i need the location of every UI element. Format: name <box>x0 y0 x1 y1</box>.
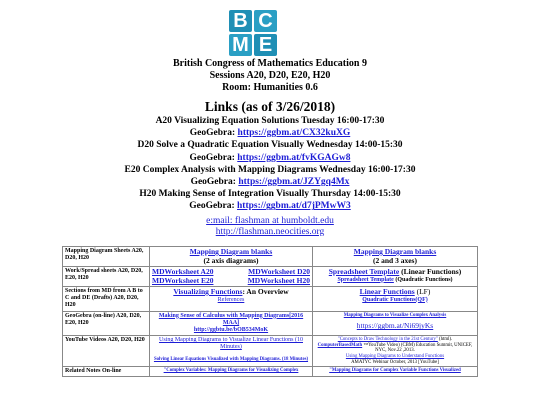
logo-tile: E <box>254 34 277 56</box>
email-link[interactable]: e:mail: flashman at humboldt.edu <box>206 216 334 226</box>
cell-text: (LF) <box>414 287 431 296</box>
concepts-link[interactable]: "Concepts to Draw Technology in the 21st Century" <box>337 337 438 343</box>
geogebra-link[interactable]: https://ggbm.at/JZYgq4Mx <box>238 177 350 188</box>
conference-name: British Congress of Mathematics Education 9 <box>173 58 367 69</box>
sessions-block <box>0 115 540 213</box>
row-label: YouTube Videos A20, D20, H20 <box>63 336 150 367</box>
geogebra-label: GeoGebra: <box>189 201 237 212</box>
session-title: E20 Complex Analysis with Mapping Diagrams Wednesday 16:00-17:30 <box>124 164 416 175</box>
cell-text: (Quadratic Functions) <box>393 276 453 283</box>
table-row <box>63 267 478 287</box>
session-geogebra <box>0 176 540 188</box>
cell-text: (2 and 3 axes) <box>373 255 417 265</box>
resources-table <box>62 246 478 377</box>
notes-link[interactable]: "Mapping Diagrams for Complex Variable Functions Visualized <box>329 368 461 374</box>
room: Room: Humanities 0.6 <box>222 82 318 93</box>
geogebra-book-link[interactable]: Mapping Diagrams to Visualize Complex Analysis <box>343 312 447 318</box>
links-title: Links (as of 3/26/2018) <box>204 99 336 114</box>
table-cell <box>313 367 478 377</box>
geogebra-label: GeoGebra: <box>190 177 239 188</box>
cbm-link[interactable]: ComputerBasedMath <box>317 342 363 348</box>
geogebra-url-link[interactable]: http://ggbtu.be/bOB534MoK <box>193 327 269 334</box>
table-cell <box>313 311 478 336</box>
visualizing-functions-link[interactable]: Visualizing Functions <box>173 287 243 296</box>
table-row <box>63 367 478 377</box>
table-cell <box>150 336 313 367</box>
table-cell <box>150 267 313 287</box>
table-cell <box>313 336 478 367</box>
amatyc-link[interactable]: Using Mapping Diagrams to Understand Functions <box>345 354 445 359</box>
session-title: A20 Visualizing Equation Solutions Tuesday 16:00-17:30 <box>155 116 385 126</box>
geogebra-link[interactable]: https://ggbm.at/CX32kuXG <box>237 128 351 139</box>
session-geogebra <box>0 152 540 164</box>
conference-header <box>0 58 540 94</box>
table-cell <box>150 247 313 267</box>
notes-link[interactable]: "Complex Variables: Mapping Diagrams for Visualizing Complex <box>163 368 299 374</box>
session-geogebra <box>0 200 540 212</box>
linear-functions-link[interactable]: Linear Functions <box>359 287 415 296</box>
geogebra-book-link[interactable]: Making Sense of Calculus with Mapping Diagrams[2016 MAA] <box>158 312 304 326</box>
quadratic-functions-link[interactable]: Quadratic Functions(QF) <box>362 296 428 303</box>
worksheet-link[interactable]: MDWorksheet H20 <box>247 275 310 285</box>
session-list: Sessions A20, D20, E20, H20 <box>209 70 331 81</box>
table-row <box>63 311 478 336</box>
geogebra-label: GeoGebra: <box>189 152 238 163</box>
logo-tile: C <box>254 10 277 32</box>
bcme-logo <box>229 10 277 56</box>
table-cell <box>150 311 313 336</box>
youtube-link[interactable]: Solving Linear Equations Visualized with Mapping Diagrams. (18 Minutes) <box>153 356 309 362</box>
session-title: H20 Making Sense of Integration Visually Thursday 14:00-15:30 <box>139 189 401 200</box>
geogebra-label: GeoGebra: <box>189 128 238 139</box>
row-label: Work/Spread sheets A20, D20, E20, H20 <box>63 267 150 287</box>
cell-text: (2 axis diagrams) <box>203 255 259 265</box>
geogebra-url-link[interactable]: https://ggbm.at/Ni69jyKs <box>356 321 434 331</box>
table-row <box>63 247 478 267</box>
logo-tile: B <box>229 10 252 32</box>
worksheet-link[interactable]: MDWorksheet E20 <box>152 275 214 285</box>
row-label: GeoGebra (on-line) A20, D20, E20, H20 <box>63 311 150 336</box>
cell-text: : An Overview <box>242 287 289 296</box>
geogebra-link[interactable]: https://ggbm.at/d7jPMwW3 <box>237 201 351 212</box>
session-title: D20 Solve a Quadratic Equation Visually Wednesday 14:00-15:30 <box>137 140 403 151</box>
contact-block <box>0 216 540 238</box>
table-cell <box>313 267 478 287</box>
cell-text: (Linear Functions) <box>399 267 462 276</box>
table-row <box>63 287 478 312</box>
table-row <box>63 336 478 367</box>
website-link[interactable]: http://flashman.neocities.org <box>215 227 325 237</box>
mapping-blanks-link[interactable]: Mapping Diagram blanks <box>189 247 273 256</box>
table-cell <box>313 247 478 267</box>
youtube-link[interactable]: Using Mapping Diagrams to Visualize Linear Functions (10 Minutes) <box>158 337 303 351</box>
geogebra-link[interactable]: https://ggbm.at/fvKGAGw8 <box>237 152 351 163</box>
mapping-blanks-link[interactable]: Mapping Diagram blanks <box>353 247 437 256</box>
session-geogebra <box>0 127 540 139</box>
cell-text: AMATYC Webinar October, 2013 [YouTube] <box>351 359 439 365</box>
spreadsheet-link[interactable]: Spreadsheet Template <box>328 267 400 276</box>
worksheet-link[interactable]: MDWorksheet D20 <box>248 267 310 276</box>
worksheet-link[interactable]: MDWorksheet A20 <box>152 267 214 276</box>
references-link[interactable]: References <box>217 296 245 303</box>
table-cell <box>313 287 478 312</box>
table-cell <box>150 367 313 377</box>
row-label: Mapping Diagram Sheets A20, D20, H20 <box>63 247 150 267</box>
row-label: Sections from MD from A B to C and DE (Drafts) A20, D20, H20 <box>63 287 150 312</box>
logo-tile: M <box>229 34 252 56</box>
cell-text: ™YouTube Video) (CBM) Education Summit, UNICEF, NYC, Nov.22 ,2013. <box>362 342 473 354</box>
row-label: Related Notes On-line <box>63 367 150 377</box>
table-cell <box>150 287 313 312</box>
spreadsheet-link[interactable]: Spreadsheet Template <box>337 276 394 283</box>
cell-text: (html). <box>437 337 453 343</box>
